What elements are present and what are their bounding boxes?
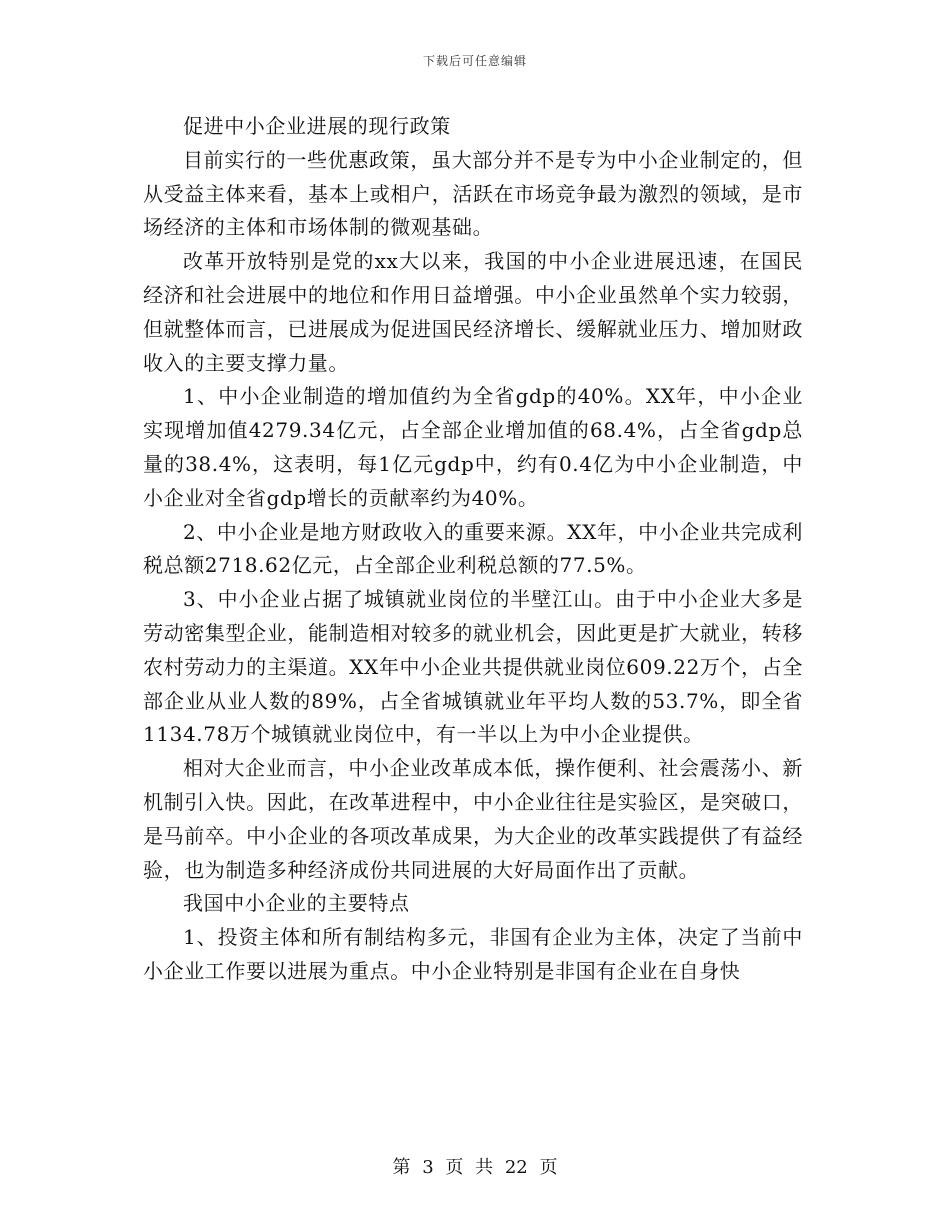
page-header: 下载后可任意编辑 [422,54,527,68]
paragraph: 改革开放特别是党的xx大以来，我国的中小企业进展迅速，在国民经济和社会进展中的地位和作用日益增强。中小企业虽然单个实力较弱，但就整体而言，已进展成为促进国民经济增长、缓解就业压力、增加财政收入的主要支撑力量。 [143,249,803,375]
section-heading: 我国中小企业的主要特点 [183,891,410,916]
document-body [143,110,803,989]
page-number: 第 3 页 共 22 页 [392,1157,558,1178]
section-heading: 促进中小企业进展的现行政策 [183,114,451,138]
paragraph: 相对大企业而言，中小企业改革成本低，操作便利、社会震荡小、新机制引入快。因此，在改革进程中，中小企业往往是实验区，是突破口，是马前卒。中小企业的各项改革成果，为大企业的改革实践提供了有益经验，也为制造多种经济成份共同进展的大好局面作出了贡献。 [143,756,803,882]
paragraph: 3、中小企业占据了城镇就业岗位的半壁江山。由于中小企业大多是劳动密集型企业，能制造相对较多的就业机会，因此更是扩大就业，转移农村劳动力的主渠道。XX年中小企业共提供就业岗位609.22万个，占全部企业从业人数的89%，占全省城镇就业年平均人数的53.7%，即全省1134.78万个城镇就业岗位中，有一半以上为中小企业提供。 [143,587,803,747]
paragraph: 2、中小企业是地方财政收入的重要来源。XX年，中小企业共完成利税总额2718.62亿元，占全部企业利税总额的77.5%。 [143,519,803,578]
paragraph: 目前实行的一些优惠政策，虽大部分并不是专为中小企业制定的，但从受益主体来看，基本上或相户，活跃在市场竞争最为激烈的领域，是市场经济的主体和市场体制的微观基础。 [143,147,803,240]
paragraph: 1、中小企业制造的增加值约为全省gdp的40%。XX年，中小企业实现增加值4279.34亿元，占全部企业增加值的68.4%，占全省gdp总量的38.4%，这表明，每1亿元gdp中，约有0.4亿为中小企业制造，中小企业对全省gdp增长的贡献率约为40%。 [143,384,803,510]
paragraph: 1、投资主体和所有制结构多元，非国有企业为主体，决定了当前中小企业工作要以进展为重点。中小企业特别是非国有企业在自身快 [143,925,803,983]
